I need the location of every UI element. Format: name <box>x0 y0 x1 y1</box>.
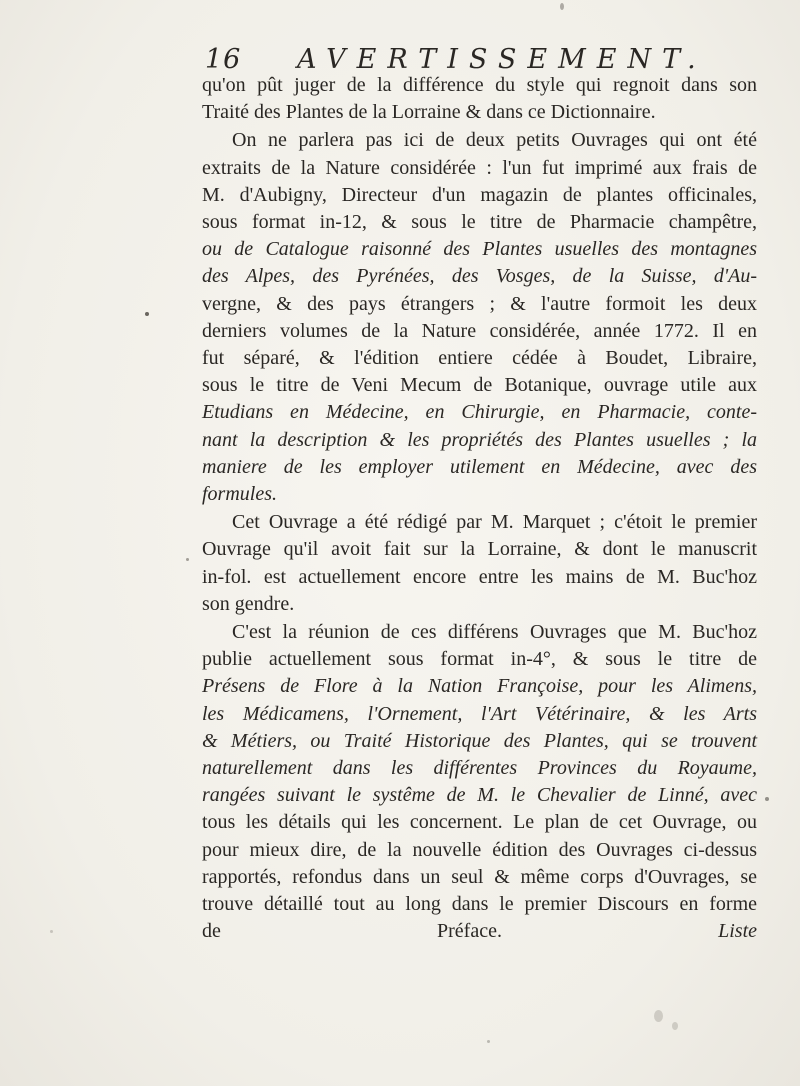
paragraph-4 <box>202 619 757 945</box>
paragraph-1 <box>202 72 757 126</box>
text-line: les Médicamens, l'Ornement, l'Art Vétérinaire, & les Arts <box>202 702 757 725</box>
text-line: Présens de Flore à la Nation Françoise, pour les Alimens, <box>202 675 757 698</box>
paper-speck <box>186 558 189 561</box>
paper-speck <box>50 930 53 933</box>
text-line: naturellement dans les différentes Provinces du Royaume, <box>202 757 757 780</box>
body-text <box>202 72 757 946</box>
text-line: tous les détails qui les concernent. Le plan de cet Ouvrage, ou <box>202 811 757 834</box>
text-line: maniere de les employer utilement en Médecine, avec des <box>202 455 757 478</box>
text-line: Cet Ouvrage a été rédigé par M. Marquet ; c'étoit le premier <box>232 511 757 534</box>
text-line: de Préface. <box>202 920 502 943</box>
text-line: pour mieux dire, de la nouvelle édition des Ouvrages ci-dessus <box>202 838 757 861</box>
paper-speck <box>145 312 149 316</box>
text-line: Etudians en Médecine, en Chirurgie, en Pharmacie, conte- <box>202 401 757 424</box>
paragraph-3 <box>202 509 757 618</box>
text-line: M. d'Aubigny, Directeur d'un magazin de plantes officinales, <box>202 183 757 206</box>
text-line: qu'on pût juger de la différence du style qui regnoit dans son <box>202 74 757 96</box>
text-line: Ouvrage qu'il avoit fait sur la Lorraine, & dont le manuscrit <box>202 538 757 561</box>
text-line: fut séparé, & l'édition entiere cédée à Boudet, Libraire, <box>202 347 757 370</box>
text-line: ou de Catalogue raisonné des Plantes usuelles des montagnes <box>202 238 757 261</box>
text-line: rapportés, refondus dans un seul & même corps d'Ouvrages, se <box>202 865 757 888</box>
text-line: trouve détaillé tout au long dans le premier Discours en forme <box>202 893 757 916</box>
text-line: vergne, & des pays étrangers ; & l'autre formoit les deux <box>202 292 757 315</box>
paper-speck <box>765 797 769 801</box>
page-number: 16 <box>205 44 242 75</box>
paper-speck <box>672 1022 678 1030</box>
text-line: rangées suivant le systême de M. le Chevalier de Linné, avec <box>202 784 757 807</box>
text-line: On ne parlera pas ici de deux petits Ouvrages qui ont été <box>232 129 757 152</box>
text-line: extraits de la Nature considérée : l'un fut imprimé aux frais de <box>202 156 757 179</box>
last-line-with-catchword <box>202 918 757 945</box>
text-line: derniers volumes de la Nature considérée, année 1772. Il en <box>202 319 757 342</box>
text-line: publie actuellement sous format in-4°, & sous le titre de <box>202 648 757 671</box>
text-line: sous le titre de Veni Mecum de Botanique, ouvrage utile aux <box>202 374 757 397</box>
paper-speck <box>654 1010 663 1022</box>
text-line: nant la description & les propriétés des Plantes usuelles ; la <box>202 428 757 451</box>
running-title: AVERTISSEMENT. <box>297 44 707 75</box>
paper-speck <box>560 3 564 10</box>
text-line: formules. <box>202 483 277 506</box>
text-line: son gendre. <box>202 592 295 615</box>
text-line: sous format in-12, & sous le titre de Pharmacie champêtre, <box>202 211 757 234</box>
paragraph-2 <box>202 127 757 508</box>
text-line: des Alpes, des Pyrénées, des Vosges, de la Suisse, d'Au- <box>202 265 757 288</box>
text-line: in-fol. est actuellement encore entre les mains de M. Buc'hoz <box>202 565 757 588</box>
text-line: Traité des Plantes de la Lorraine & dans ce Dictionnaire. <box>202 101 656 124</box>
catchword: Liste <box>718 920 758 943</box>
text-line: C'est la réunion de ces différens Ouvrages que M. Buc'hoz <box>232 621 757 644</box>
paper-speck <box>487 1040 490 1043</box>
text-line: & Métiers, ou Traité Historique des Plantes, qui se trouvent <box>202 729 757 752</box>
